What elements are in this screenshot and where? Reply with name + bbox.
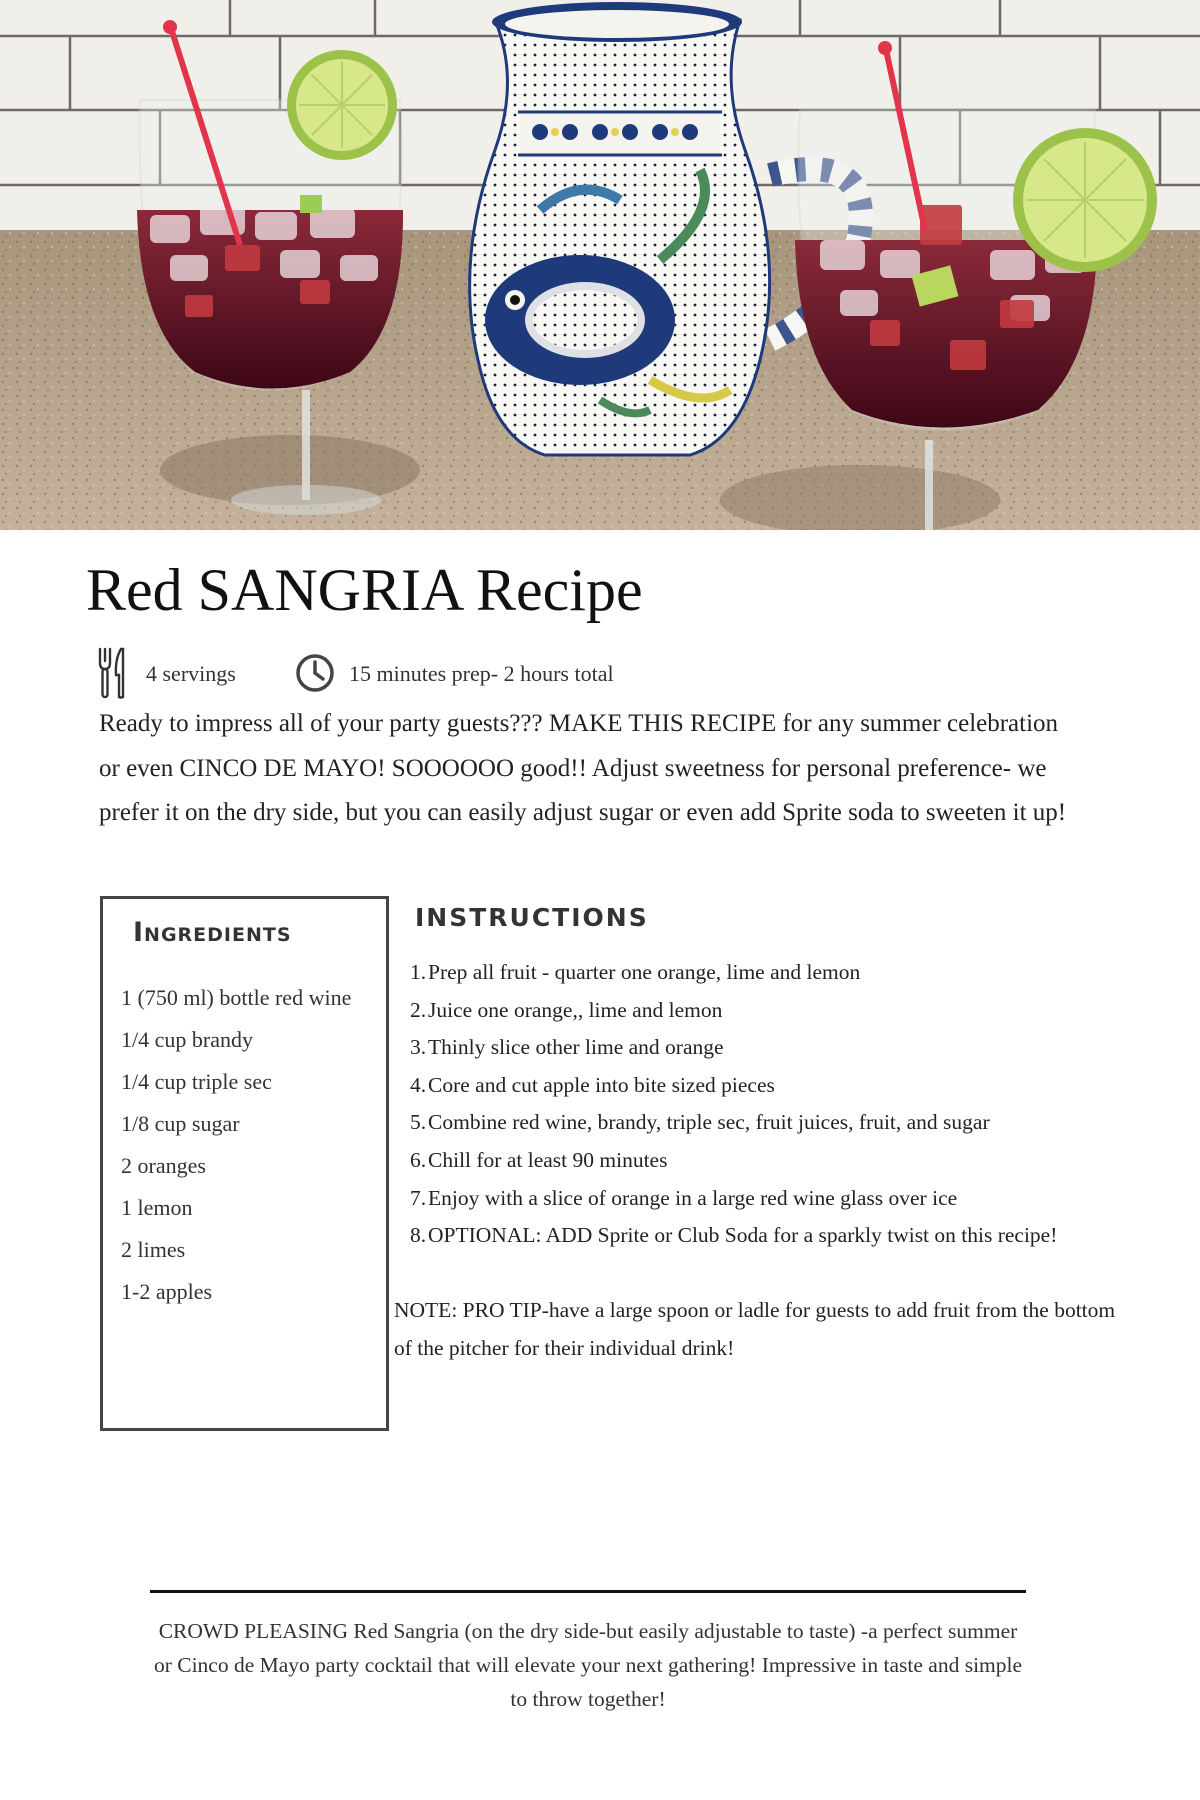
step-number: 7. (410, 1185, 427, 1210)
ingredients-box (100, 896, 389, 1431)
step-text: Prep all fruit - quarter one orange, lime and lemon (428, 960, 861, 984)
footer-summary: CROWD PLEASING Red Sangria (on the dry side-but easily adjustable to taste) -a perfect summer or Cinco de Mayo party cocktail that will elevate your next gathering! Impressive in taste and simple to throw together! (153, 1619, 1023, 1711)
ingredients-heading: Ingredients (133, 917, 292, 948)
instruction-step (410, 954, 1057, 992)
sangria-glasses-pitcher-image (0, 0, 1200, 530)
servings-text: 4 servings (146, 661, 236, 686)
ingredient-item: 1/8 cup sugar (121, 1111, 240, 1136)
time-text: 15 minutes prep- 2 hours total (349, 661, 614, 686)
footer-divider (150, 1590, 1026, 1593)
step-number: 4. (410, 1072, 427, 1097)
hero-photo (0, 0, 1200, 530)
step-number: 5. (410, 1110, 427, 1135)
step-text: Combine red wine, brandy, triple sec, fruit juices, fruit, and sugar (428, 1110, 990, 1135)
ingredient-item: 1-2 apples (121, 1279, 213, 1304)
instruction-step (410, 1029, 1057, 1067)
step-text: Thinly slice other lime and orange (428, 1035, 724, 1060)
step-text: Chill for at least 90 minutes (428, 1147, 668, 1172)
step-number: 8. (410, 1223, 427, 1248)
pro-tip-note: NOTE: PRO TIP-have a large spoon or ladle for guests to add fruit from the bottom of the pitcher for their individual drink! (394, 1298, 1116, 1360)
instruction-step (410, 1217, 1057, 1255)
step-text: Juice one orange,, lime and lemon (428, 997, 723, 1022)
step-text: Core and cut apple into bite sized pieces (428, 1072, 775, 1097)
instructions-list (410, 954, 1057, 1255)
recipe-title: Red SANGRIA Recipe (86, 557, 643, 623)
fork-knife-icon (96, 645, 126, 706)
ingredient-item: 2 limes (121, 1237, 186, 1262)
instruction-step (410, 1180, 1057, 1218)
ingredient-item: 1 lemon (121, 1195, 193, 1220)
ingredient-item: 1/4 cup triple sec (121, 1069, 272, 1094)
ingredients-list (121, 977, 351, 1313)
step-number: 1. (410, 960, 427, 984)
step-number: 6. (410, 1147, 427, 1172)
step-number: 3. (410, 1035, 427, 1060)
ingredient-item: 1/4 cup brandy (121, 1027, 253, 1052)
step-text: Enjoy with a slice of orange in a large red wine glass over ice (428, 1185, 958, 1210)
ingredient-item: 1 (750 ml) bottle red wine (121, 985, 352, 1010)
instruction-step (410, 1104, 1057, 1142)
instruction-step (410, 1067, 1057, 1105)
clock-icon (294, 652, 336, 699)
step-number: 2. (410, 997, 427, 1022)
step-text: OPTIONAL: ADD Sprite or Club Soda for a sparkly twist on this recipe! (428, 1223, 1058, 1248)
recipe-intro: Ready to impress all of your party guests??? MAKE THIS RECIPE for any summer celebration or even CINCO DE MAYO! SOOOOOO good!! Adjust sweetness for personal preference- we prefer it on the dry side, but you can easily adjust sugar or even add Sprite soda to sweeten it up! (99, 710, 1067, 826)
instruction-step (410, 1142, 1057, 1180)
instruction-step (410, 992, 1057, 1030)
ingredient-item: 2 oranges (121, 1153, 206, 1178)
recipe-meta (96, 645, 996, 701)
instructions-heading: INSTRUCTIONS (415, 903, 649, 932)
